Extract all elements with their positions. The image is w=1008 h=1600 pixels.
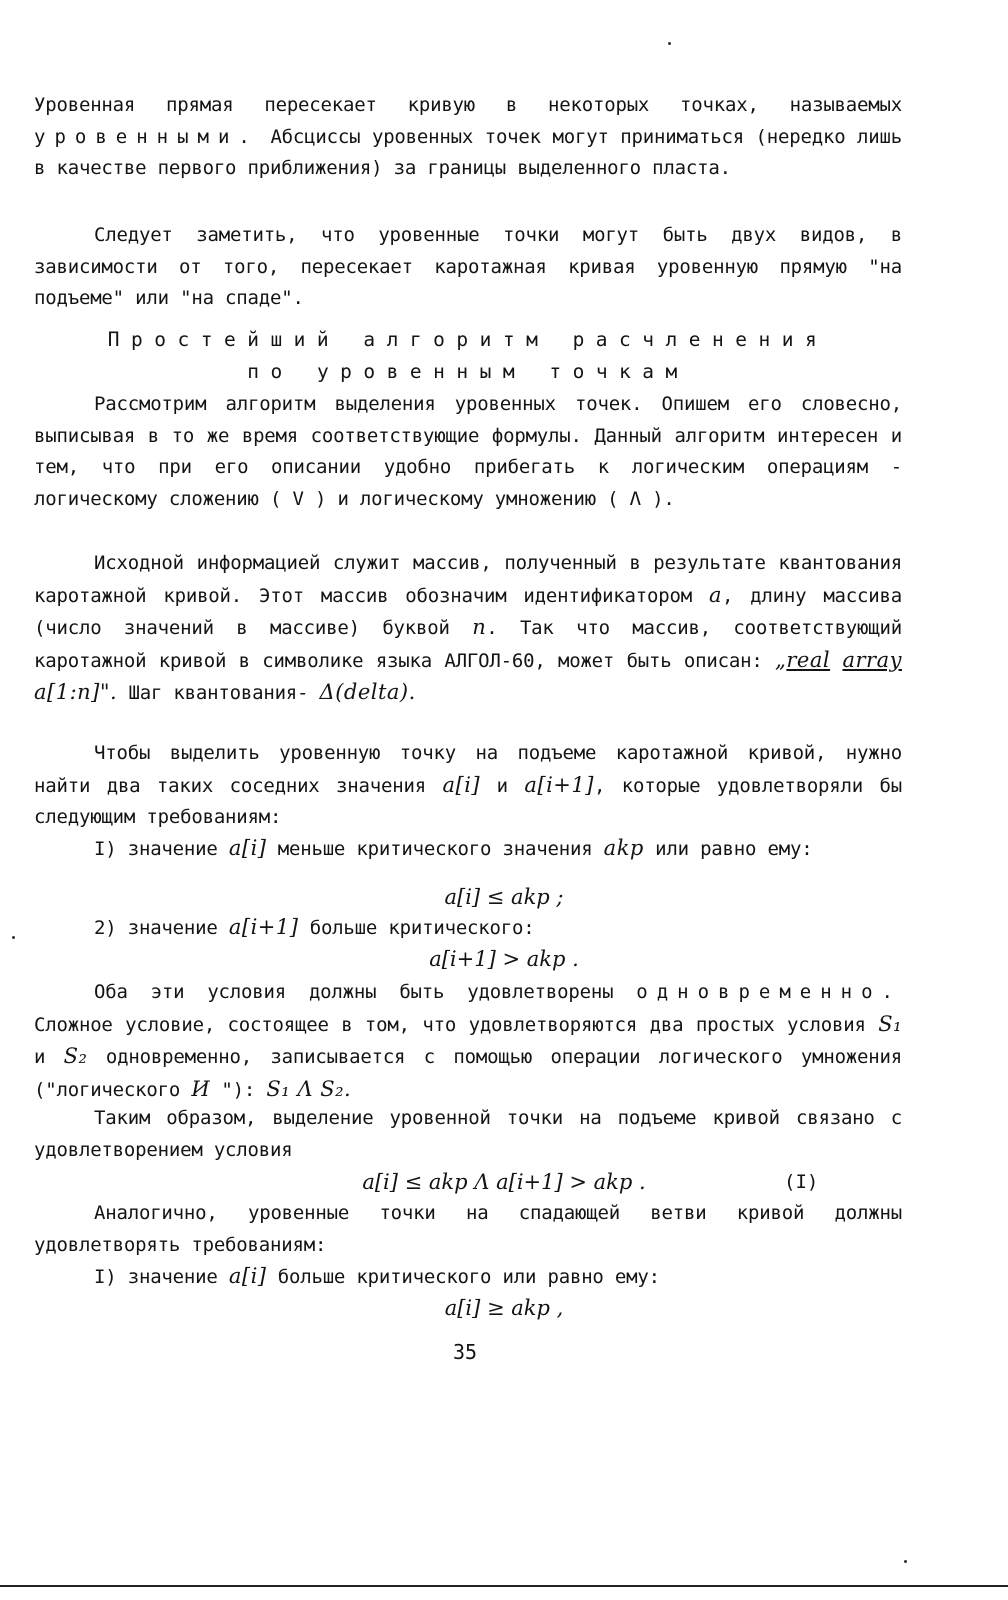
symbol-s1: S₁ xyxy=(878,1011,902,1036)
condition-item-3 xyxy=(34,1261,902,1294)
array-declaration: a[1:n] xyxy=(34,680,100,704)
expr-s1-and-s2: S₁ Λ S₂. xyxy=(266,1076,352,1101)
quote-open: „ xyxy=(775,647,787,672)
item1-expr-a-i: a[i] xyxy=(228,836,267,860)
formula-1: a[i] ≤ akp ; xyxy=(444,885,564,909)
expr-a-i-plus-1: a[i+1] xyxy=(524,772,594,797)
item1-text-3: или равно ему: xyxy=(643,838,813,860)
identifier-n: n xyxy=(472,615,487,639)
keyword-real: real xyxy=(786,647,831,672)
para5-text-1: Чтобы выделить уровенную точку на подъеме каротажной кривой, нужно найти два таких соседних значения xyxy=(34,742,902,797)
spaced-term-odnovremenno: одновременно. xyxy=(636,981,902,1003)
keyword-array: array xyxy=(842,647,902,672)
paragraph-7: Таким образом, выделение уровенной точки на подъеме кривой связано с удовлетворением условия xyxy=(34,1107,902,1161)
paragraph-5 xyxy=(34,738,902,834)
item1-akp: akp xyxy=(603,836,644,860)
item2-text-1: 2) значение xyxy=(94,917,229,939)
para6-text-3: и xyxy=(34,1046,64,1068)
para1-text-1: Уровенная прямая пересекает кривую в некоторых точках, называемых xyxy=(34,94,902,116)
section-heading-line-1: Простейший алгоритм расчленения xyxy=(107,328,829,351)
quote-close: ". xyxy=(99,680,118,704)
formula-3: a[i] ≤ akp Λ a[i+1] > akp . xyxy=(362,1170,646,1194)
expr-a-i: a[i] xyxy=(442,772,481,797)
para4-text-3: . Так что массив, соответствующий каротажной кривой в символике языка АЛГОЛ-60, может быть описан: xyxy=(34,617,903,672)
bottom-rule xyxy=(0,1585,1008,1587)
condition-item-1 xyxy=(34,833,902,866)
scan-speck xyxy=(668,42,671,45)
symbol-and: И xyxy=(191,1076,211,1101)
item2-text-2: больше критического: xyxy=(298,917,535,939)
paragraph-4 xyxy=(34,548,902,710)
para5-text-2: и xyxy=(480,774,525,797)
paragraph-3: Рассмотрим алгоритм выделения уровенных точек. Опишем его словесно, выписывая в то же время соответствующие формулы. Данный алгоритм интересен и тем, что при его описании удобно прибегать к логическим операциям - логическому сложению ( V ) и логическому умножению ( Λ ). xyxy=(34,393,902,510)
paragraph-1 xyxy=(34,90,902,185)
item1-text-2: меньше критического значения xyxy=(266,838,604,860)
para4-text-4: Шаг квантования- xyxy=(117,682,320,704)
paragraph-8: Аналогично, уровенные точки на спадающей ветви кривой должны удовлетворять требованиям: xyxy=(34,1202,902,1256)
item1-text-1: I) значение xyxy=(94,838,229,860)
para6-text-1: Оба эти условия должны быть удовлетворены xyxy=(94,981,637,1003)
formula-2: a[i+1] > akp . xyxy=(429,947,579,971)
paragraph-6 xyxy=(34,977,902,1106)
formula-3-number: (I) xyxy=(784,1171,819,1193)
page-number: 35 xyxy=(452,1340,478,1364)
spaced-term-urovennymi: уровенными. xyxy=(34,125,259,148)
para4-text-1: Исходной информацией служит массив, полученный в результате квантования каротажной кривой. Этот массив обозначим идентификатором xyxy=(34,552,902,607)
identifier-a: a xyxy=(708,582,722,607)
scan-speck xyxy=(904,1560,907,1563)
para6-text-2: Сложное условие, состоящее в том, что удовлетворяются два простых условия xyxy=(34,1013,879,1036)
scan-speck xyxy=(12,936,15,939)
item3-text-2: больше критического или равно ему: xyxy=(266,1266,660,1288)
condition-item-2 xyxy=(34,912,902,945)
para6-text-4: одновременно, записывается с помощью операции логического умножения ("логического xyxy=(34,1046,903,1101)
section-heading-line-2: по уровенным точкам xyxy=(247,360,689,383)
delta-symbol: Δ(delta). xyxy=(319,680,416,704)
paragraph-2: Следует заметить, что уровенные точки могут быть двух видов, в зависимости от того, пересекает каротажная кривая уровенную прямую "на подъеме" или "на спаде". xyxy=(34,224,902,309)
para6-text-5: "): xyxy=(210,1078,267,1101)
para1-text-2: Абсциссы уровенных точек могут приниматься (нередко лишь в качестве первого приближения) за границы выделенного пласта. xyxy=(34,125,902,179)
formula-4: a[i] ≥ akp , xyxy=(444,1296,564,1320)
item3-text-1: I) значение xyxy=(94,1266,229,1288)
item2-expr-a-i-plus-1: a[i+1] xyxy=(228,915,299,939)
symbol-s2: S₂ xyxy=(63,1044,88,1068)
item3-expr-a-i: a[i] xyxy=(228,1264,267,1288)
para5-text-3: , которые удовлетворяли бы следующим требованиям: xyxy=(34,774,902,828)
para4-text-2: , длину массива (число значений в массиве) буквой xyxy=(34,584,902,639)
